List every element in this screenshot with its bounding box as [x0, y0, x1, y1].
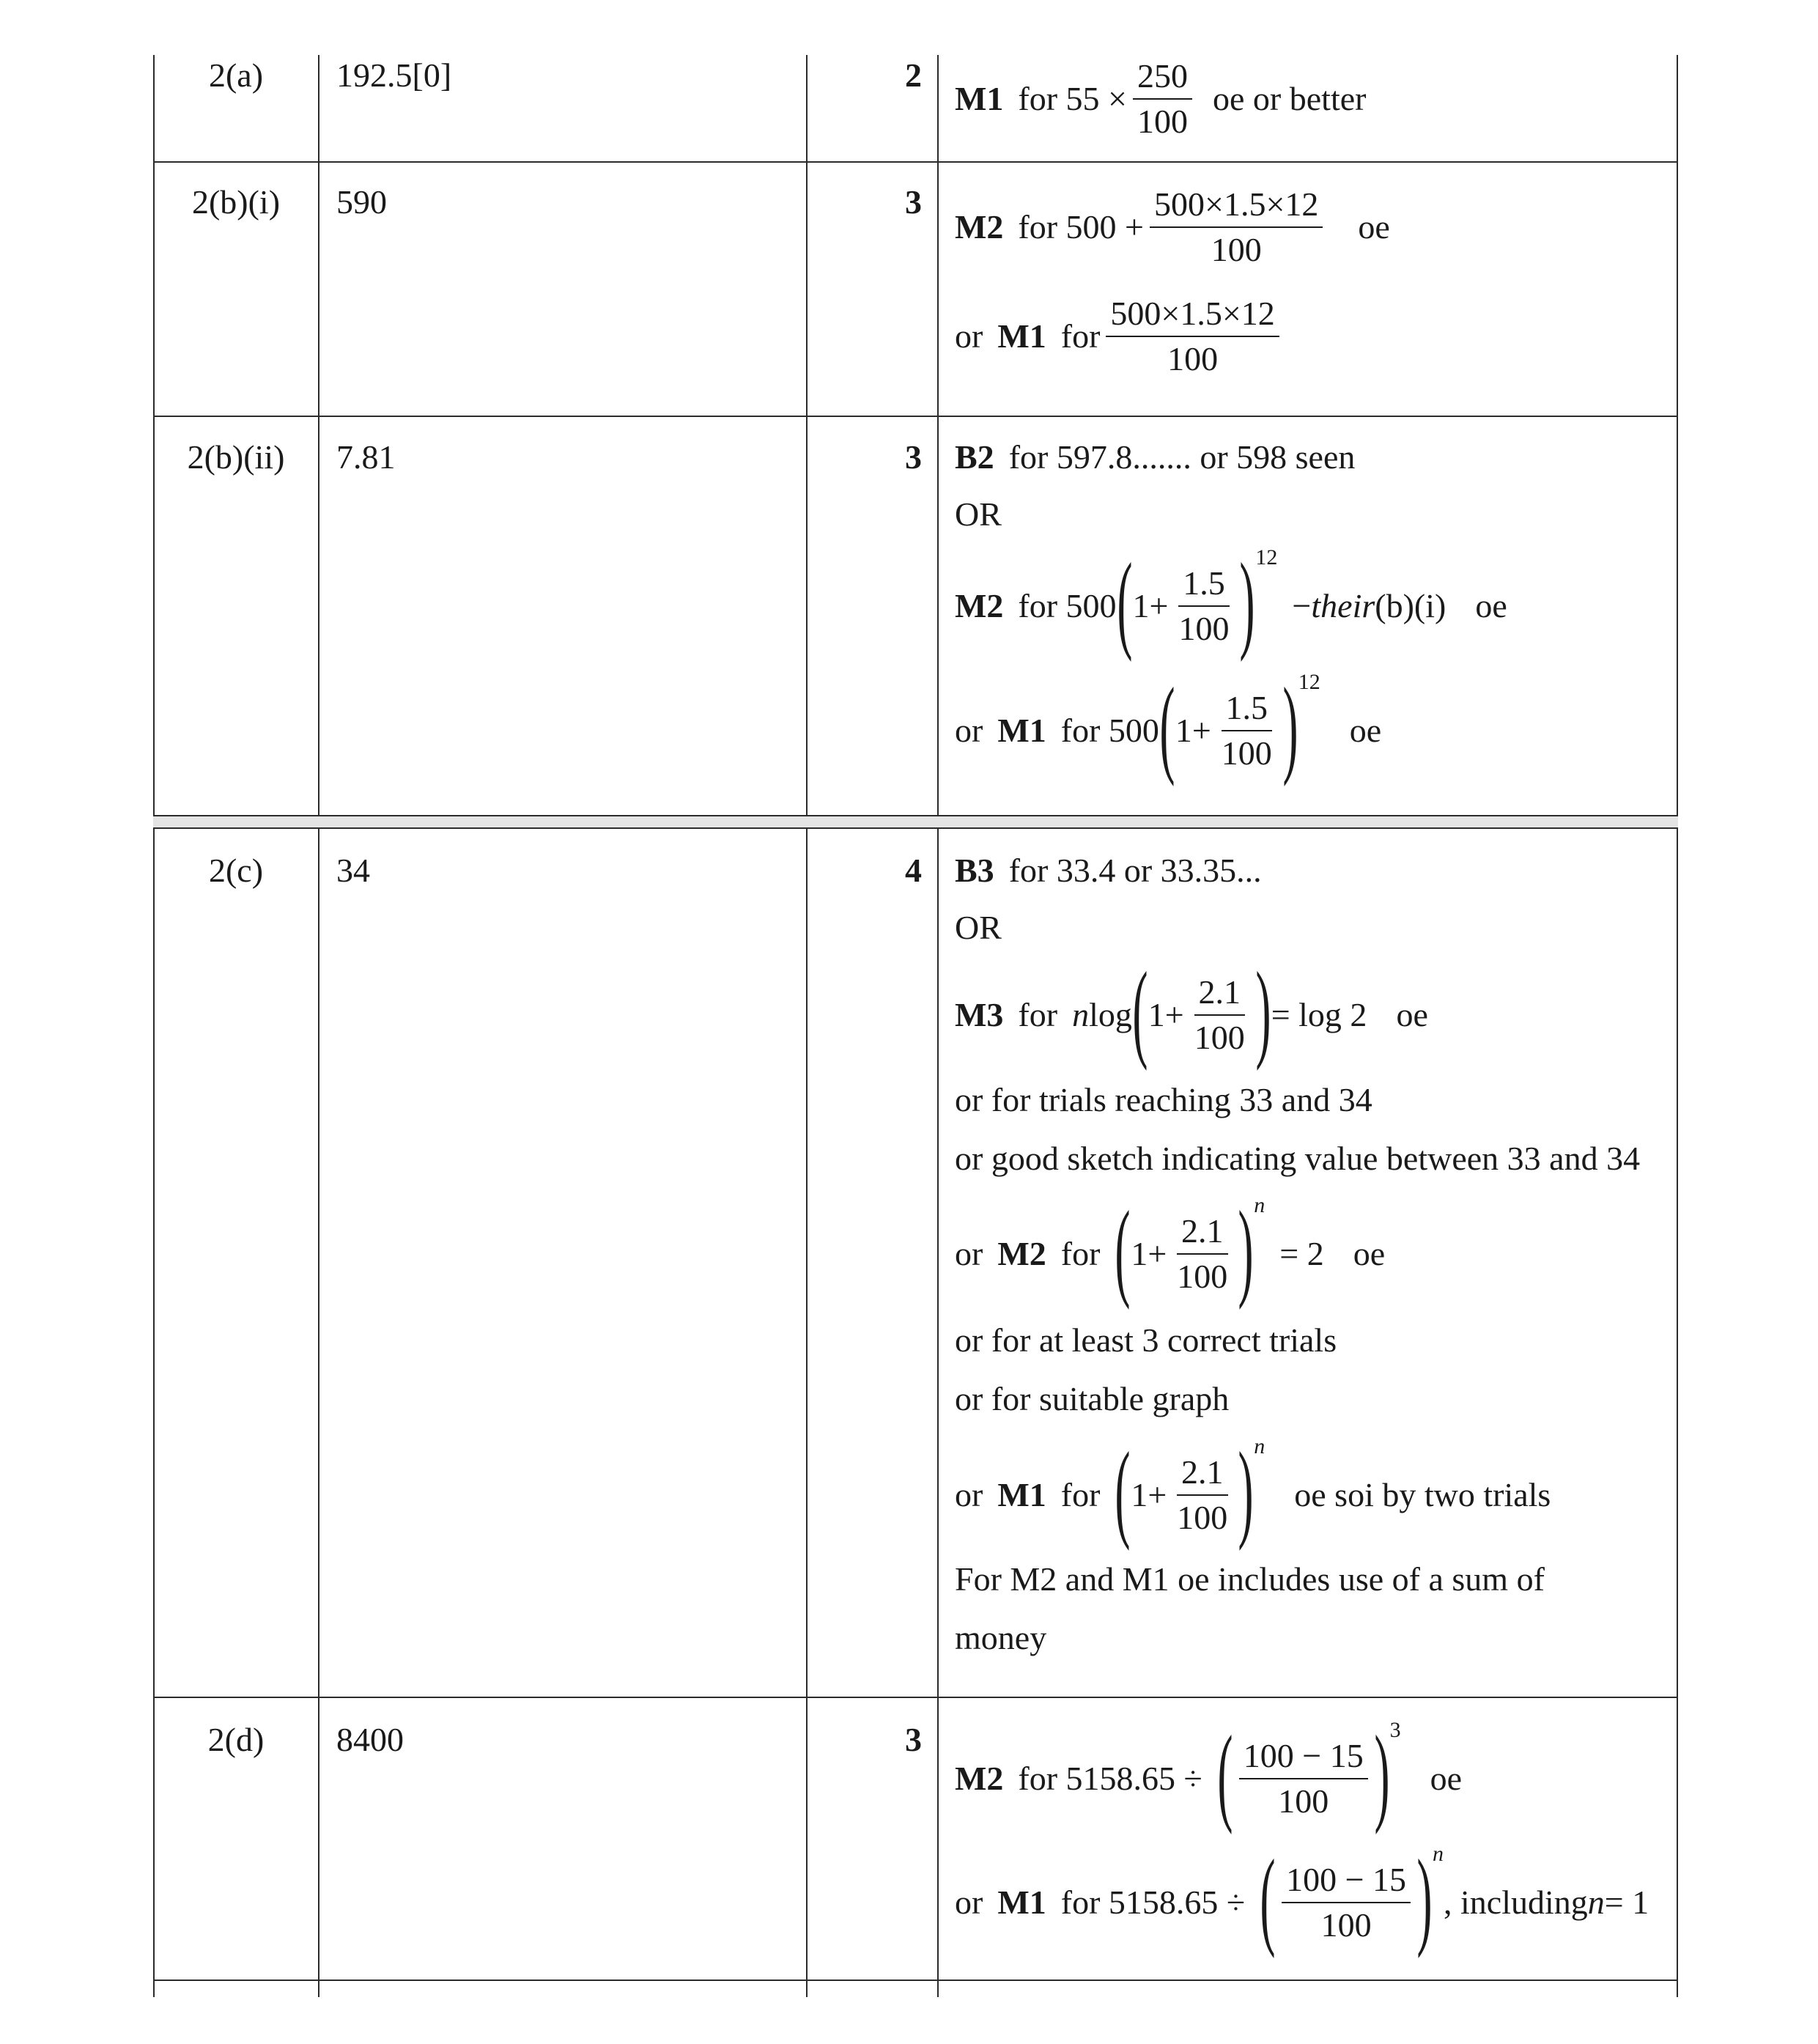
answer: 192.5[0]: [336, 56, 452, 94]
fraction: $\frac{2.1}{100}$: [1194, 973, 1245, 1056]
fraction: $\frac{500\times 1.5\times 12}{100}$: [1150, 185, 1323, 269]
column-divider-notes: [937, 55, 939, 1997]
table-border-right: [1677, 55, 1678, 1997]
question-number: 2(c): [208, 852, 264, 889]
table-border-left: [153, 55, 155, 1997]
guidance-line: or M1 for ( 1+ $\frac{2.1}{100}$ ) n oe soi by two trials: [955, 1430, 1551, 1552]
guidance-line: For M2 and M1 oe includes use of a sum of: [955, 1560, 1545, 1598]
guidance-line: or for at least 3 correct trials: [955, 1321, 1337, 1359]
question-number: 2(b)(i): [191, 183, 281, 221]
row-divider: [153, 827, 1678, 829]
guidance-line: or M1 for 5158.65 ÷ ( $\frac{100 - 15}{100}$ ) n , including n = 1: [955, 1837, 1649, 1959]
row-divider: [153, 815, 1678, 816]
guidance-line: B2 for 597.8....... or 598 seen: [955, 438, 1356, 476]
guidance-line: or M1 for $\frac{500\times 1.5\times 12}{100}$: [955, 314, 1285, 359]
fraction: $\frac{250}{100}$: [1133, 57, 1192, 141]
bracket-expression: ( $\frac{100 - 15}{100}$ ) 3: [1217, 1713, 1401, 1835]
fraction: $\frac{100 - 15}{100}$: [1282, 1861, 1411, 1944]
guidance-line: M2 for 5158.65 ÷ ( $\frac{100 - 15}{100}$ ) 3 oe: [955, 1713, 1463, 1835]
fraction: $\frac{2.1}{100}$: [1177, 1212, 1228, 1295]
guidance-line: M2 for 500 + $\frac{500\times 1.5\times 12}{100}$ oe: [955, 185, 1390, 268]
fraction: $\frac{1.5}{100}$: [1178, 564, 1230, 647]
page-break-band: [153, 815, 1678, 828]
fraction: $\frac{100 - 15}{100}$: [1239, 1737, 1368, 1820]
guidance-line: or for trials reaching 33 and 34: [955, 1081, 1372, 1118]
row-divider: [153, 416, 1678, 417]
fraction: $\frac{2.1}{100}$: [1177, 1453, 1228, 1536]
marks: 4: [905, 852, 922, 889]
column-divider-answer: [318, 55, 319, 1997]
answer: 8400: [336, 1721, 404, 1758]
bracket-expression: ( 1+ $\frac{2.1}{100}$ ) n: [1115, 1189, 1265, 1310]
bracket-expression: ( $\frac{100 - 15}{100}$ ) n: [1260, 1837, 1444, 1959]
guidance-line: M2 for 500 ( 1+ $\frac{1.5}{100}$ ) 12 − their (b)(i) oe: [955, 541, 1507, 663]
answer: 590: [336, 183, 387, 221]
bracket-expression: ( 1+ $\frac{1.5}{100}$ ) 12: [1159, 665, 1320, 787]
answer: 34: [336, 852, 370, 889]
question-number: 2(b)(ii): [187, 438, 285, 476]
marks: 3: [905, 1721, 922, 1758]
guidance-line: OR: [955, 909, 1002, 946]
answer: 7.81: [336, 438, 396, 476]
fraction: $\frac{1.5}{100}$: [1221, 689, 1272, 772]
bracket-expression: ( 1+ $\frac{1.5}{100}$ ) 12: [1117, 541, 1278, 663]
guidance-line: or M1 for 500 ( 1+ $\frac{1.5}{100}$ ) 12 oe: [955, 665, 1382, 787]
fraction: $\frac{500\times 1.5\times 12}{100}$: [1106, 295, 1279, 378]
marks: 2: [905, 56, 922, 94]
marks: 3: [905, 183, 922, 221]
guidance-line: B3 for 33.4 or 33.35...: [955, 852, 1262, 889]
question-number: 2(d): [207, 1721, 265, 1758]
bracket-expression: ( 1+ $\frac{2.1}{100}$ ): [1132, 950, 1271, 1071]
row-divider: [153, 161, 1678, 163]
guidance-line: OR: [955, 495, 1002, 533]
guidance-line: M1 for 55 × $\frac{250}{100}$ oe or better: [955, 57, 1367, 140]
question-number: 2(a): [208, 56, 264, 94]
guidance-line: M3 for n log ( 1+ $\frac{2.1}{100}$ ) = log 2 oe: [955, 950, 1428, 1071]
guidance-line: or good sketch indicating value between 33 and 34: [955, 1140, 1641, 1177]
row-divider: [153, 1697, 1678, 1698]
guidance-line: money: [955, 1619, 1047, 1656]
guidance-line: or M2 for ( 1+ $\frac{2.1}{100}$ ) n = 2 oe: [955, 1189, 1386, 1310]
row-divider: [153, 1980, 1678, 1981]
column-divider-marks: [806, 55, 808, 1997]
guidance-line: or for suitable graph: [955, 1380, 1230, 1417]
marks: 3: [905, 438, 922, 476]
bracket-expression: ( 1+ $\frac{2.1}{100}$ ) n: [1115, 1430, 1265, 1552]
